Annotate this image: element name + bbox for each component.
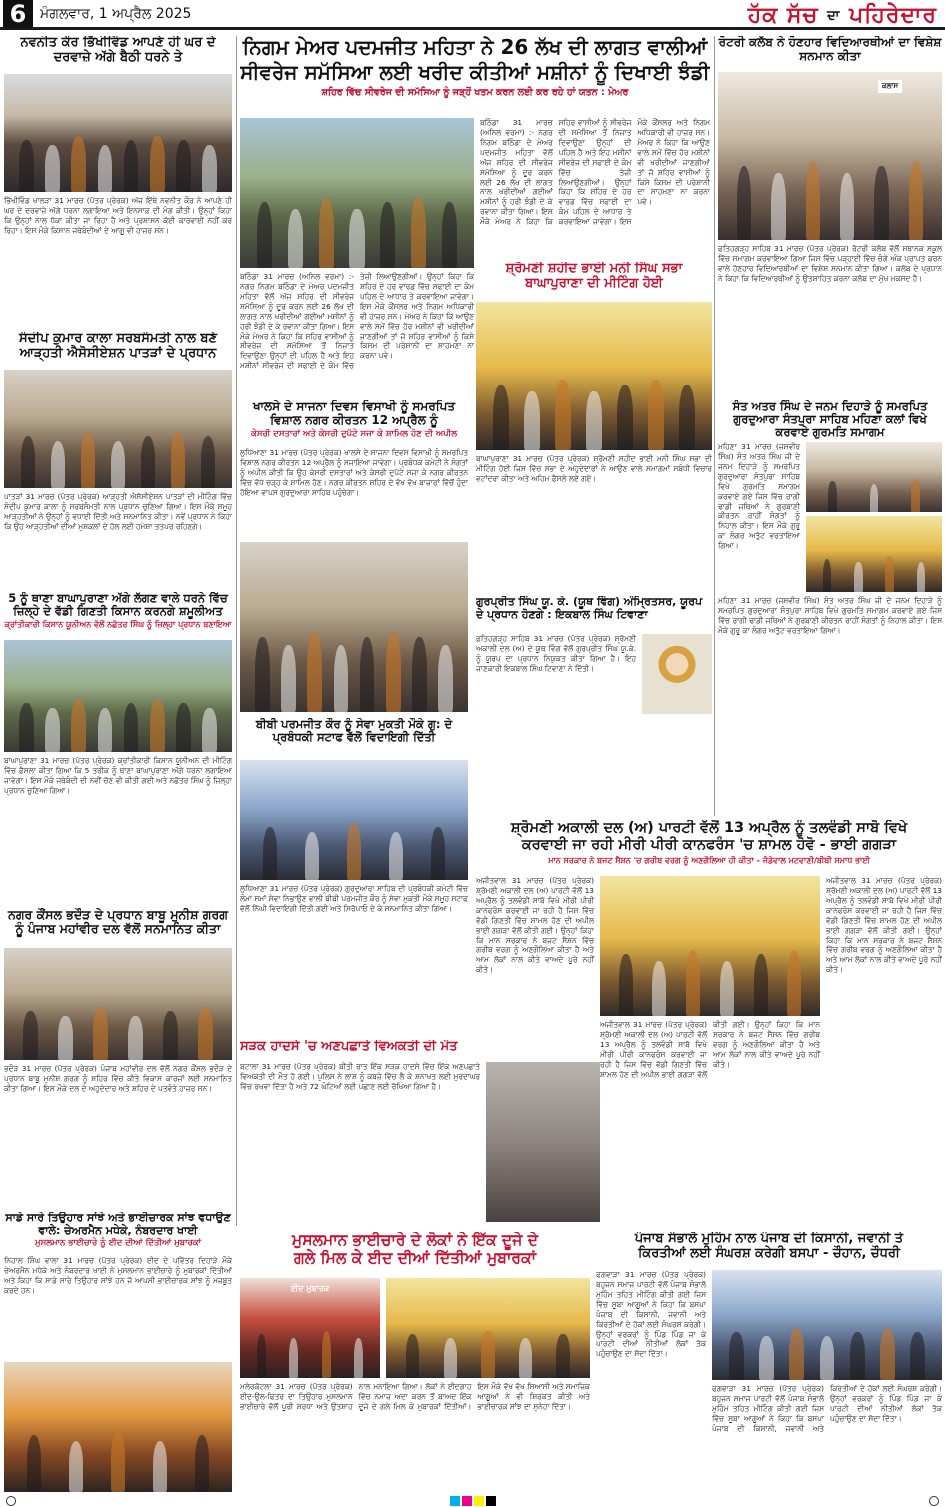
story-bsp [596, 1232, 942, 1494]
photo-sant-atar-2 [806, 516, 942, 592]
paper-name [748, 2, 937, 28]
story-dharna [4, 36, 232, 366]
story-body: ਫ਼ਤਿਹਗੜ੍ਹ ਸਾਹਿਬ 31 ਮਾਰਚ (ਪੱਤਰ ਪ੍ਰੇਰਕ) ਸ਼੍ਰੋਮਣੀ ਅਕਾਲੀ ਦਲ (ਅ) ਦੇ ਯੂਥ ਵਿੰਗ ਵੱਲੋਂ ਗੁਰਪ੍ਰੀਤ ਸਿੰਘ ਯੂ.ਕੇ. ਨੂੰ ਯੂਰਪ ਦਾ ਪ੍ਰਧਾਨ ਨਿਯੁਕਤ ਕੀਤਾ ਗਿਆ ਹੈ। ਇਹ ਜਾਣਕਾਰੀ ਇਕਬਾਲ ਸਿੰਘ ਟਿਵਾਣਾ ਨੇ ਦਿੱਤੀ। [476, 634, 636, 673]
photo-khalsa [240, 542, 468, 712]
column-rule [714, 36, 715, 816]
headline: ਨਗਰ ਕੌਂਸਲ ਭਦੌੜ ਦੇ ਪ੍ਰਧਾਨ ਬਾਬੂ ਮੁਨੀਸ਼ ਗਰਗ ਨੂੰ ਪੰਜਾਬ ਮਹਾਂਵੀਰ ਦਲ ਵੱਲੋਂ ਸਨਮਾਨਿਤ ਕੀਤਾ [8, 908, 228, 937]
photo-eid-banner [240, 1278, 380, 1378]
story-body: ਭਦੌੜ 31 ਮਾਰਚ (ਪੱਤਰ ਪ੍ਰੇਰਕ) ਪੰਜਾਬ ਮਹਾਂਵੀਰ ਦਲ ਵੱਲੋਂ ਨਗਰ ਕੌਂਸਲ ਭਦੌੜ ਦੇ ਪ੍ਰਧਾਨ ਬਾਬੂ ਮੁਨੀਸ਼ ਗਰਗ ਨੂੰ ਸ਼ਹਿਰ ਵਿੱਚ ਕੀਤੇ ਵਿਕਾਸ ਕਾਰਜਾਂ ਲਈ ਸਨਮਾਨਿਤ ਕੀਤਾ ਗਿਆ। ਇਸ ਮੌਕੇ ਦਲ ਦੇ ਅਹੁਦੇਦਾਰ ਅਤੇ ਸ਼ਹਿਰ ਦੇ ਪਤਵੰਤੇ ਹਾਜ਼ਰ ਸਨ। [4, 1064, 232, 1093]
story-parmjit [240, 718, 468, 1018]
page-number: 6 [3, 0, 33, 28]
headline-line-1: ਮੁਸਲਮਾਨ ਭਾਈਚਾਰੇ ਦੇ ਲੋਕਾਂ ਨੇ ਇੱਕ ਦੂਜੇ ਦੇ [292, 1232, 538, 1249]
story-muslim [240, 1232, 590, 1496]
story-body-side: ਅਜੀਤਵਾਲ 31 ਮਾਰਚ (ਪੱਤਰ ਪ੍ਰੇਰਕ) ਸ਼੍ਰੋਮਣੀ ਅਕਾਲੀ ਦਲ (ਅ) ਪਾਰਟੀ ਵੱਲੋਂ 13 ਅਪ੍ਰੈਲ ਨੂੰ ਤਲਵੰਡੀ ਸਾਬੋ ਵਿਖੇ ਮੀਰੀ ਪੀਰੀ ਕਾਨਫਰੰਸ ਕਰਵਾਈ ਜਾ ਰਹੀ ਹੈ ਜਿਸ ਵਿੱਚ ਵੱਡੀ ਗਿਣਤੀ ਵਿੱਚ ਸ਼ਾਮਲ ਹੋਣ ਦੀ ਅਪੀਲ ਭਾਈ ਗਗੜਾ ਵੱਲੋਂ ਕੀਤੀ ਗਈ। ਉਨ੍ਹਾਂ ਕਿਹਾ ਕਿ ਮਾਨ ਸਰਕਾਰ ਨੇ ਬਜਟ ਸੈਸ਼ਨ ਵਿੱਚ ਗਰੀਬ ਵਰਗ ਨੂੰ ਅਣਗੌਲਿਆ ਕੀਤਾ ਹੈ ਅਤੇ ਆਮ ਲੋਕਾਂ ਨਾਲ ਕੀਤੇ ਵਾਅਦੇ ਪੂਰੇ ਨਹੀਂ ਕੀਤੇ। [826, 876, 942, 975]
headline-line-2: ਗਲੇ ਮਿਲ ਕੇ ਈਦ ਦੀਆਂ ਦਿੱਤੀਆਂ ਮੁਬਾਰਕਾਂ [294, 1248, 536, 1267]
headline: ਨਵਨੀਤ ਕੌਰ ਭਿੱਖੀਵਿੰਡ ਆਪਣੇ ਹੀ ਘਰ ਦੇ ਦਰਵਾਜ਼ੇ ਅੱਗੇ ਬੈਠੀ ਧਰਨੇ ਤੇ [20, 36, 216, 65]
story-body: ਬਠਿੰਡਾ 31 ਮਾਰਚ (ਅਨਿਲ ਵਰਮਾ) :- ਨਗਰ ਨਿਗਮ ਬਠਿੰਡਾ ਦੇ ਮੇਅਰ ਪਦਮਜੀਤ ਮਹਿਤਾ ਵੱਲੋਂ ਅੱਜ ਸ਼ਹਿਰ ਦੀ ਸੀਵਰੇਜ ਸਮੱਸਿਆ ਨੂੰ ਦੂਰ ਕਰਨ ਲਈ 26 ਲੱਖ ਦੀ ਲਾਗਤ ਨਾਲ ਖਰੀਦੀਆਂ ਗਈਆਂ ਮਸ਼ੀਨਾਂ ਨੂੰ ਹਰੀ ਝੰਡੀ ਦੇ ਕੇ ਰਵਾਨਾ ਕੀਤਾ ਗਿਆ। ਇਸ ਮੌਕੇ ਮੇਅਰ ਨੇ ਕਿਹਾ ਕਿ ਸ਼ਹਿਰ ਵਾਸੀਆਂ ਨੂੰ ਸੀਵਰੇਜ ਦੀ ਸਮੱਸਿਆ ਤੋਂ ਨਿਜਾਤ ਦਿਵਾਉਣਾ ਉਨ੍ਹਾਂ ਦੀ ਪਹਿਲ ਹੈ ਅਤੇ ਇਹ ਮਸ਼ੀਨਾਂ ਸੀਵਰੇਜ ਦੀ ਸਫਾਈ ਦੇ ਕੰਮ ਵਿੱਚ ਤੇਜ਼ੀ ਲਿਆਉਣਗੀਆਂ। ਉਨ੍ਹਾਂ ਕਿਹਾ ਕਿ ਸ਼ਹਿਰ ਦੇ ਹਰ ਵਾਰਡ ਵਿੱਚ ਸਫਾਈ ਦਾ ਕੰਮ ਪਹਿਲ ਦੇ ਆਧਾਰ ਤੇ ਕਰਵਾਇਆ ਜਾਵੇਗਾ। ਇਸ ਮੌਕੇ ਕੌਂਸਲਰ ਅਤੇ ਨਿਗਮ ਅਧਿਕਾਰੀ ਵੀ ਹਾਜ਼ਰ ਸਨ। ਮੇਅਰ ਨੇ ਕਿਹਾ ਕਿ ਆਉਣ ਵਾਲੇ ਸਮੇਂ ਵਿੱਚ ਹੋਰ ਮਸ਼ੀਨਾਂ ਵੀ ਖਰੀਦੀਆਂ ਜਾਣਗੀਆਂ ਤਾਂ ਜੋ ਸ਼ਹਿਰ ਵਾਸੀਆਂ ਨੂੰ ਕਿਸੇ ਕਿਸਮ ਦੀ ਪਰੇਸ਼ਾਨੀ ਦਾ ਸਾਹਮਣਾ ਨਾ ਕਰਨਾ ਪਵੇ। [480, 118, 710, 227]
story-gurpreet [476, 596, 712, 816]
story-sant-atar [718, 400, 942, 816]
subhead: ਮਾਨ ਸਰਕਾਰ ਨੇ ਬਜਟ ਸੈਸ਼ਨ 'ਚ ਗਰੀਬ ਵਰਗ ਨੂੰ ਅਣਗੌਲਿਆ ਹੀ ਕੀਤਾ - ਜੰਡੇਵਾਲ ਮਟਵਾਣੀ/ਬੀਬੀ ਸਮਾਧ ਭਾਈ [548, 856, 870, 866]
banner-text: ਈਦ ਮੁਬਾਰਕ [290, 1284, 330, 1293]
story-body: ਅਜੀਤਵਾਲ 31 ਮਾਰਚ (ਪੱਤਰ ਪ੍ਰੇਰਕ) ਸ਼੍ਰੋਮਣੀ ਅਕਾਲੀ ਦਲ (ਅ) ਪਾਰਟੀ ਵੱਲੋਂ 13 ਅਪ੍ਰੈਲ ਨੂੰ ਤਲਵੰਡੀ ਸਾਬੋ ਵਿਖੇ ਮੀਰੀ ਪੀਰੀ ਕਾਨਫਰੰਸ ਕਰਵਾਈ ਜਾ ਰਹੀ ਹੈ ਜਿਸ ਵਿੱਚ ਵੱਡੀ ਗਿਣਤੀ ਵਿੱਚ ਸ਼ਾਮਲ ਹੋਣ ਦੀ ਅਪੀਲ ਭਾਈ ਗਗੜਾ ਵੱਲੋਂ ਕੀਤੀ ਗਈ। ਉਨ੍ਹਾਂ ਕਿਹਾ ਕਿ ਮਾਨ ਸਰਕਾਰ ਨੇ ਬਜਟ ਸੈਸ਼ਨ ਵਿੱਚ ਗਰੀਬ ਵਰਗ ਨੂੰ ਅਣਗੌਲਿਆ ਕੀਤਾ ਹੈ ਅਤੇ ਆਮ ਲੋਕਾਂ ਨਾਲ ਕੀਤੇ ਵਾਅਦੇ ਪੂਰੇ ਨਹੀਂ ਕੀਤੇ। [476, 876, 594, 975]
story-body-continued: ਫਗਵਾੜਾ 31 ਮਾਰਚ (ਪੱਤਰ ਪ੍ਰੇਰਕ) ਬਹੁਜਨ ਸਮਾਜ ਪਾਰਟੀ ਵੱਲੋਂ ਪੰਜਾਬ ਸੰਭਾਲੋ ਮੁਹਿੰਮ ਤਹਿਤ ਮੀਟਿੰਗ ਕੀਤੀ ਗਈ ਜਿਸ ਵਿੱਚ ਸੂਬਾ ਆਗੂਆਂ ਨੇ ਕਿਹਾ ਕਿ ਬਸਪਾ ਪੰਜਾਬ ਦੀ ਕਿਸਾਨੀ, ਜਵਾਨੀ ਅਤੇ ਕਿਰਤੀਆਂ ਦੇ ਹੱਕਾਂ ਲਈ ਸੰਘਰਸ਼ ਕਰੇਗੀ। ਉਨ੍ਹਾਂ ਵਰਕਰਾਂ ਨੂੰ ਪਿੰਡ ਪਿੰਡ ਜਾ ਕੇ ਪਾਰਟੀ ਦੀਆਂ ਨੀਤੀਆਂ ਲੋਕਾਂ ਤੱਕ ਪਹੁੰਚਾਉਣ ਦਾ ਸੱਦਾ ਦਿੱਤਾ। [712, 1384, 942, 1433]
headline-line-1: ਪੰਜਾਬ ਸੰਭਾਲੋ ਮੁਹਿੰਮ ਨਾਲ ਪੰਜਾਬ ਦੀ ਕਿਸਾਨੀ, ਜਵਾਨੀ ਤੇ [634, 1232, 904, 1246]
registration-mark-left-icon [6, 1496, 16, 1506]
headline: ਸ਼੍ਰੋਮਣੀ ਸ਼ਹੀਦ ਭਾਈ ਮਨੀ ਸਿੰਘ ਸਭਾ ਬਾਘਾਪੁਰਾਣਾ ਦੀ ਮੀਟਿੰਗ ਹੋਈ [505, 262, 683, 291]
story-body: ਫਤਿਹਗੜ੍ਹ ਸਾਹਿਬ 31 ਮਾਰਚ (ਪੱਤਰ ਪ੍ਰੇਰਕ) ਰੋਟਰੀ ਕਲੱਬ ਵੱਲੋਂ ਸਥਾਨਕ ਸਕੂਲ ਵਿੱਚ ਸਮਾਗਮ ਕਰਵਾਇਆ ਗਿਆ ਜਿਸ ਵਿੱਚ ਪੜ੍ਹਾਈ ਵਿੱਚ ਚੰਗੇ ਅੰਕ ਪ੍ਰਾਪਤ ਕਰਨ ਵਾਲੇ ਹੋਣਹਾਰ ਵਿਦਿਆਰਥੀਆਂ ਦਾ ਵਿਸ਼ੇਸ਼ ਸਨਮਾਨ ਕੀਤਾ ਗਿਆ। ਕਲੱਬ ਦੇ ਪ੍ਰਧਾਨ ਨੇ ਕਿਹਾ ਕਿ ਵਿਦਿਆਰਥੀਆਂ ਨੂੰ ਉਤਸ਼ਾਹਿਤ ਕਰਨਾ ਕਲੱਬ ਦਾ ਮੁੱਖ ਮਕਸਦ ਹੈ। [718, 244, 942, 283]
headline: ਸਾਡੇ ਸਾਰੇ ਤਿਉਹਾਰ ਸਾਂਝੇ ਅਤੇ ਭਾਈਚਾਰਕ ਸਾਂਝ ਵਧਾਉਣ ਵਾਲੇ: ਚੇਅਰਮੈਨ ਮਧੇਕੇ, ਨੰਬਰਦਾਰ ਖਾਈ [5, 1212, 231, 1237]
story-farmers [4, 592, 232, 902]
story-body: ਲੁਧਿਆਣਾ 31 ਮਾਰਚ (ਪੱਤਰ ਪ੍ਰੇਰਕ) ਖਾਲਸੇ ਦੇ ਸਾਜਨਾ ਦਿਵਸ ਵਿਸਾਖੀ ਨੂੰ ਸਮਰਪਿਤ ਵਿਸ਼ਾਲ ਨਗਰ ਕੀਰਤਨ 12 ਅਪ੍ਰੈਲ ਨੂੰ ਸਜਾਇਆ ਜਾਵੇਗਾ। ਪ੍ਰਬੰਧਕ ਕਮੇਟੀ ਨੇ ਸੰਗਤਾਂ ਨੂੰ ਅਪੀਲ ਕੀਤੀ ਕਿ ਉਹ ਕੇਸਰੀ ਦਸਤਾਰਾਂ ਅਤੇ ਕੇਸਰੀ ਦੁਪੱਟੇ ਸਜਾ ਕੇ ਨਗਰ ਕੀਰਤਨ ਵਿੱਚ ਵੱਧ ਚੜ੍ਹ ਕੇ ਸ਼ਾਮਿਲ ਹੋਣ। ਨਗਰ ਕੀਰਤਨ ਸ਼ਹਿਰ ਦੇ ਵੱਖ ਵੱਖ ਬਾਜ਼ਾਰਾਂ ਵਿੱਚੋਂ ਹੁੰਦਾ ਹੋਇਆ ਵਾਪਸ ਗੁਰਦੁਆਰਾ ਸਾਹਿਬ ਪਹੁੰਚੇਗਾ। [240, 448, 468, 497]
headline: 5 ਨੂੰ ਥਾਣਾ ਬਾਘਾਪੁਰਾਣਾ ਅੱਗੇ ਲੱਗਣ ਵਾਲੇ ਧਰਨੇ ਵਿੱਚ ਜ਼ਿਲ੍ਹੇ ਦੇ ਵੱਡੀ ਗਿਣਤੀ ਕਿਸਾਨ ਕਰਨਗੇ ਸ਼ਮੂਲੀਅਤ [8, 592, 228, 619]
headline: ਖਾਲਸੇ ਦੇ ਸਾਜਨਾ ਦਿਵਸ ਵਿਸਾਖੀ ਨੂੰ ਸਮਰਪਿਤ ਵਿਸ਼ਾਲ ਨਗਰ ਕੀਰਤਨ 12 ਅਪ੍ਰੈਲ ਨੂੰ [252, 400, 456, 427]
story-khalsa [240, 400, 468, 720]
headline: ਸੜਕ ਹਾਦਸੇ 'ਚ ਅਣਪਛਾਤੇ ਵਿਅਕਤੀ ਦੀ ਮੌਤ [240, 1040, 458, 1054]
story-body: ਬਾਘਾਪੁਰਾਣਾ 31 ਮਾਰਚ (ਪੱਤਰ ਪ੍ਰੇਰਕ) ਸ਼੍ਰੋਮਣੀ ਸ਼ਹੀਦ ਭਾਈ ਮਨੀ ਸਿੰਘ ਸਭਾ ਦੀ ਮੀਟਿੰਗ ਹੋਈ ਜਿਸ ਵਿੱਚ ਸਭਾ ਦੇ ਅਹੁਦੇਦਾਰਾਂ ਨੇ ਆਉਣ ਵਾਲੇ ਸਮਾਗਮਾਂ ਸਬੰਧੀ ਵਿਚਾਰ ਵਟਾਂਦਰਾ ਕੀਤਾ ਅਤੇ ਅਹਿਮ ਫ਼ੈਸਲੇ ਲਏ ਗਏ। [476, 454, 712, 483]
story-body: ਬਾਘਾਪੁਰਾਣਾ 31 ਮਾਰਚ (ਪੱਤਰ ਪ੍ਰੇਰਕ) ਕ੍ਰਾਂਤੀਕਾਰੀ ਕਿਸਾਨ ਯੂਨੀਅਨ ਦੀ ਮੀਟਿੰਗ ਵਿੱਚ ਫ਼ੈਸਲਾ ਕੀਤਾ ਗਿਆ ਕਿ 5 ਤਰੀਕ ਨੂੰ ਥਾਣਾ ਬਾਘਾਪੁਰਾਣਾ ਅੱਗੇ ਧਰਨਾ ਲਗਾਇਆ ਜਾਵੇਗਾ। ਇਸ ਮੌਕੇ ਜਥੇਬੰਦੀ ਦੀ ਨਵੀਂ ਚੋਣ ਵੀ ਕੀਤੀ ਗਈ ਅਤੇ ਨਛੱਤਰ ਸਿੰਘ ਨੂੰ ਜ਼ਿਲ੍ਹਾ ਪ੍ਰਧਾਨ ਚੁਣਿਆ ਗਿਆ। [4, 756, 232, 795]
dateline: ਮੰਗਲਵਾਰ, 1 ਅਪ੍ਰੈਲ 2025 [40, 6, 192, 22]
headline-line-2: ਕਿਰਤੀਆਂ ਲਈ ਸੰਘਰਸ਼ ਕਰੇਗੀ ਬਸਪਾ - ਚੌਹਾਨ, ਚੌਧਰੀ [638, 1245, 900, 1261]
headline: ਬੀਬੀ ਪਰਮਜੀਤ ਕੌਰ ਨੂੰ ਸੇਵਾ ਮੁਕਤੀ ਮੌਕੇ ਗੁ: ਦੇ ਪ੍ਰਬੰਧਕੀ ਸਟਾਫ ਵੱਲੋਂ ਵਿਦਾਇਗੀ ਦਿੱਤੀ [255, 718, 453, 745]
headline: ਰੋਟਰੀ ਕਲੱਬ ਨੇ ਹੋਣਹਾਰ ਵਿਦਿਆਰਥੀਆਂ ਦਾ ਵਿਸ਼ੇਸ਼ ਸਨਮਾਨ ਕੀਤਾ [718, 36, 942, 63]
headline-line-2: ਸੀਵਰੇਜ ਸਮੱਸਿਆ ਲਈ ਖਰੀਦ ਕੀਤੀਆਂ ਮਸ਼ੀਨਾਂ ਨੂੰ ਦਿਖਾਈ ਝੰਡੀ [240, 60, 710, 84]
photo-sandeep [4, 370, 232, 488]
magenta-swatch [462, 1496, 472, 1506]
headline-line-1: ਨਿਗਮ ਮੇਅਰ ਪਦਮਜੀਤ ਮਹਿਤਾ ਨੇ 26 ਲੱਖ ਦੀ ਲਾਗਤ ਵਾਲੀਆਂ [242, 36, 708, 59]
subhead: ਮੁਸਲਮਾਨ ਭਾਈਚਾਰੇ ਨੂੰ ਈਦ ਦੀਆਂ ਦਿੱਤੀਆਂ ਮੁਬਾਰਕਾਂ [35, 1238, 201, 1249]
story-shiromani-sabha [476, 262, 712, 592]
story-body: ਮਹਿਣਾ 31 ਮਾਰਚ (ਜਸਵੀਰ ਸਿੰਘ) ਸੰਤ ਅਤਰ ਸਿੰਘ ਜੀ ਦੇ ਜਨਮ ਦਿਹਾੜੇ ਨੂੰ ਸਮਰਪਿਤ ਗੁਰਦੁਆਰਾ ਸੰਤਪੁਰਾ ਸਾਹਿਬ ਵਿਖੇ ਗੁਰਮਤਿ ਸਮਾਗਮ ਕਰਵਾਏ ਗਏ ਜਿਸ ਵਿੱਚ ਰਾਗੀ ਢਾਡੀ ਜਥਿਆਂ ਨੇ ਗੁਰਬਾਣੀ ਕੀਰਤਨ ਰਾਹੀਂ ਸੰਗਤਾਂ ਨੂੰ ਨਿਹਾਲ ਕੀਤਾ। ਇਸ ਮੌਕੇ ਗੁਰੂ ਕਾ ਲੰਗਰ ਅਤੁੱਟ ਵਰਤਾਇਆ ਗਿਆ। [718, 442, 800, 551]
photo-rotary [718, 72, 942, 240]
column-rule [236, 36, 237, 1226]
photo-farmers [4, 640, 232, 752]
headline: ਸੰਤ ਅਤਰ ਸਿੰਘ ਦੇ ਜਨਮ ਦਿਹਾੜੇ ਨੂੰ ਸਮਰਪਿਤ ਗੁਰਦੁਆਰਾ ਸੰਤਪੁਰਾ ਸਾਹਿਬ ਮਹਿਣਾ ਕਲਾਂ ਵਿਖੇ ਕਰਵਾਏ ਗੁਰਮਤਿ ਸਮਾਗਮ [732, 400, 928, 440]
story-body: ਨਿਹਾਲ ਸਿੰਘ ਵਾਲਾ 31 ਮਾਰਚ (ਪੱਤਰ ਪ੍ਰੇਰਕ) ਈਦ ਦੇ ਪਵਿੱਤਰ ਦਿਹਾੜੇ ਮੌਕੇ ਚੇਅਰਮੈਨ ਮਧੇਕੇ ਅਤੇ ਨੰਬਰਦਾਰ ਖਾਈ ਨੇ ਮੁਸਲਮਾਨ ਭਾਈਚਾਰੇ ਨੂੰ ਮੁਬਾਰਕਾਂ ਦਿੱਤੀਆਂ ਅਤੇ ਕਿਹਾ ਕਿ ਸਾਡੇ ਸਾਰੇ ਤਿਉਹਾਰ ਸਾਂਝੇ ਹਨ ਜੋ ਆਪਸੀ ਭਾਈਚਾਰਕ ਸਾਂਝ ਨੂੰ ਮਜ਼ਬੂਤ ਕਰਦੇ ਹਨ। [4, 1256, 232, 1295]
masthead [0, 0, 945, 30]
story-body: ਮਲੇਰਕੋਟਲਾ 31 ਮਾਰਚ (ਪੱਤਰ ਪ੍ਰੇਰਕ) ਈਦ-ਉਲ-ਫਿਤਰ ਦਾ ਤਿਉਹਾਰ ਮੁਸਲਮਾਨ ਭਾਈਚਾਰੇ ਵੱਲੋਂ ਪੂਰੀ ਸ਼ਰਧਾ ਅਤੇ ਉਤਸ਼ਾਹ ਨਾਲ ਮਨਾਇਆ ਗਿਆ। ਲੋਕਾਂ ਨੇ ਈਦਗਾਹ ਵਿੱਚ ਨਮਾਜ਼ ਅਦਾ ਕਰਨ ਤੋਂ ਬਾਅਦ ਇੱਕ ਦੂਜੇ ਦੇ ਗਲੇ ਮਿਲ ਕੇ ਮੁਬਾਰਕਾਂ ਦਿੱਤੀਆਂ। ਇਸ ਮੌਕੇ ਵੱਖ ਵੱਖ ਸਿਆਸੀ ਅਤੇ ਸਮਾਜਿਕ ਆਗੂਆਂ ਨੇ ਵੀ ਸ਼ਿਰਕਤ ਕੀਤੀ ਅਤੇ ਭਾਈਚਾਰਕ ਸਾਂਝ ਦਾ ਸੁਨੇਹਾ ਦਿੱਤਾ। [240, 1382, 590, 1411]
photo-eid-greeting [386, 1278, 590, 1378]
story-body-continued: ਅਜੀਤਵਾਲ 31 ਮਾਰਚ (ਪੱਤਰ ਪ੍ਰੇਰਕ) ਸ਼੍ਰੋਮਣੀ ਅਕਾਲੀ ਦਲ (ਅ) ਪਾਰਟੀ ਵੱਲੋਂ 13 ਅਪ੍ਰੈਲ ਨੂੰ ਤਲਵੰਡੀ ਸਾਬੋ ਵਿਖੇ ਮੀਰੀ ਪੀਰੀ ਕਾਨਫਰੰਸ ਕਰਵਾਈ ਜਾ ਰਹੀ ਹੈ ਜਿਸ ਵਿੱਚ ਵੱਡੀ ਗਿਣਤੀ ਵਿੱਚ ਸ਼ਾਮਲ ਹੋਣ ਦੀ ਅਪੀਲ ਭਾਈ ਗਗੜਾ ਵੱਲੋਂ ਕੀਤੀ ਗਈ। ਉਨ੍ਹਾਂ ਕਿਹਾ ਕਿ ਮਾਨ ਸਰਕਾਰ ਨੇ ਬਜਟ ਸੈਸ਼ਨ ਵਿੱਚ ਗਰੀਬ ਵਰਗ ਨੂੰ ਅਣਗੌਲਿਆ ਕੀਤਾ ਹੈ ਅਤੇ ਆਮ ਲੋਕਾਂ ਨਾਲ ਕੀਤੇ ਵਾਅਦੇ ਪੂਰੇ ਨਹੀਂ ਕੀਤੇ। [600, 1020, 820, 1079]
photo-parmjit [240, 760, 468, 880]
headline-line-2: ਕਰਵਾਈ ਜਾ ਰਹੀ ਮੀਰੀ ਪੀਰੀ ਕਾਨਫਰੰਸ 'ਚ ਸ਼ਾਮਲ ਹੋਵੋ - ਭਾਈ ਗਗੜਾ [521, 836, 897, 853]
photo-lead [240, 118, 474, 268]
photo-sabha [476, 302, 712, 450]
story-body-continued: ਮਹਿਣਾ 31 ਮਾਰਚ (ਜਸਵੀਰ ਸਿੰਘ) ਸੰਤ ਅਤਰ ਸਿੰਘ ਜੀ ਦੇ ਜਨਮ ਦਿਹਾੜੇ ਨੂੰ ਸਮਰਪਿਤ ਗੁਰਦੁਆਰਾ ਸੰਤਪੁਰਾ ਸਾਹਿਬ ਵਿਖੇ ਗੁਰਮਤਿ ਸਮਾਗਮ ਕਰਵਾਏ ਗਏ ਜਿਸ ਵਿੱਚ ਰਾਗੀ ਢਾਡੀ ਜਥਿਆਂ ਨੇ ਗੁਰਬਾਣੀ ਕੀਰਤਨ ਰਾਹੀਂ ਸੰਗਤਾਂ ਨੂੰ ਨਿਹਾਲ ਕੀਤਾ। ਇਸ ਮੌਕੇ ਗੁਰੂ ਕਾ ਲੰਗਰ ਅਤੁੱਟ ਵਰਤਾਇਆ ਗਿਆ। [718, 596, 942, 635]
headline: ਸੰਦੀਪ ਕੁਮਾਰ ਕਾਲਾ ਸਰਬਸੰਮਤੀ ਨਾਲ ਬਣੇ ਆੜ੍ਹਤੀ ਐਸੋਸੀਏਸ਼ਨ ਪਾਤੜਾਂ ਦੇ ਪ੍ਰਧਾਨ [19, 332, 217, 361]
photo-festival [4, 1362, 232, 1492]
registration-mark-right-icon [929, 1496, 939, 1506]
photo-sant-atar-1 [806, 442, 942, 512]
story-body: ਭਿੱਖੀਵਿੰਡ ਖਾਲੜਾ 31 ਮਾਰਚ (ਪੱਤਰ ਪ੍ਰੇਰਕ) ਅੱਜ ਇੱਥੇ ਨਵਨੀਤ ਕੌਰ ਨੇ ਆਪਣੇ ਹੀ ਘਰ ਦੇ ਦਰਵਾਜ਼ੇ ਅੱਗੇ ਧਰਨਾ ਲਗਾਇਆ ਅਤੇ ਇਨਸਾਫ਼ ਦੀ ਮੰਗ ਕੀਤੀ। ਉਨ੍ਹਾਂ ਕਿਹਾ ਕਿ ਉਨ੍ਹਾਂ ਨਾਲ ਧੱਕਾ ਕੀਤਾ ਜਾ ਰਿਹਾ ਹੈ ਅਤੇ ਪ੍ਰਸ਼ਾਸਨ ਕੋਈ ਕਾਰਵਾਈ ਨਹੀਂ ਕਰ ਰਿਹਾ। ਇਸ ਮੌਕੇ ਕਿਸਾਨ ਜਥੇਬੰਦੀਆਂ ਦੇ ਆਗੂ ਵੀ ਹਾਜ਼ਰ ਸਨ। [4, 196, 232, 235]
photo-gurpreet [642, 634, 712, 714]
cmyk-swatches [450, 1496, 496, 1506]
black-swatch [486, 1496, 496, 1506]
print-registration-strip [0, 1495, 945, 1507]
story-body-continued: ਬਠਿੰਡਾ 31 ਮਾਰਚ (ਅਨਿਲ ਵਰਮਾ) :- ਨਗਰ ਨਿਗਮ ਬਠਿੰਡਾ ਦੇ ਮੇਅਰ ਪਦਮਜੀਤ ਮਹਿਤਾ ਵੱਲੋਂ ਅੱਜ ਸ਼ਹਿਰ ਦੀ ਸੀਵਰੇਜ ਸਮੱਸਿਆ ਨੂੰ ਦੂਰ ਕਰਨ ਲਈ 26 ਲੱਖ ਦੀ ਲਾਗਤ ਨਾਲ ਖਰੀਦੀਆਂ ਗਈਆਂ ਮਸ਼ੀਨਾਂ ਨੂੰ ਹਰੀ ਝੰਡੀ ਦੇ ਕੇ ਰਵਾਨਾ ਕੀਤਾ ਗਿਆ। ਇਸ ਮੌਕੇ ਮੇਅਰ ਨੇ ਕਿਹਾ ਕਿ ਸ਼ਹਿਰ ਵਾਸੀਆਂ ਨੂੰ ਸੀਵਰੇਜ ਦੀ ਸਮੱਸਿਆ ਤੋਂ ਨਿਜਾਤ ਦਿਵਾਉਣਾ ਉਨ੍ਹਾਂ ਦੀ ਪਹਿਲ ਹੈ ਅਤੇ ਇਹ ਮਸ਼ੀਨਾਂ ਸੀਵਰੇਜ ਦੀ ਸਫਾਈ ਦੇ ਕੰਮ ਵਿੱਚ ਤੇਜ਼ੀ ਲਿਆਉਣਗੀਆਂ। ਉਨ੍ਹਾਂ ਕਿਹਾ ਕਿ ਸ਼ਹਿਰ ਦੇ ਹਰ ਵਾਰਡ ਵਿੱਚ ਸਫਾਈ ਦਾ ਕੰਮ ਪਹਿਲ ਦੇ ਆਧਾਰ ਤੇ ਕਰਵਾਇਆ ਜਾਵੇਗਾ। ਇਸ ਮੌਕੇ ਕੌਂਸਲਰ ਅਤੇ ਨਿਗਮ ਅਧਿਕਾਰੀ ਵੀ ਹਾਜ਼ਰ ਸਨ। ਮੇਅਰ ਨੇ ਕਿਹਾ ਕਿ ਆਉਣ ਵਾਲੇ ਸਮੇਂ ਵਿੱਚ ਹੋਰ ਮਸ਼ੀਨਾਂ ਵੀ ਖਰੀਦੀਆਂ ਜਾਣਗੀਆਂ ਤਾਂ ਜੋ ਸ਼ਹਿਰ ਵਾਸੀਆਂ ਨੂੰ ਕਿਸੇ ਕਿਸਮ ਦੀ ਪਰੇਸ਼ਾਨੀ ਦਾ ਸਾਹਮਣਾ ਨਾ ਕਰਨਾ ਪਵੇ। [240, 272, 474, 371]
story-munish [4, 908, 232, 1208]
yellow-swatch [474, 1496, 484, 1506]
story-sad-a [476, 820, 942, 1230]
subhead: ਕ੍ਰਾਂਤੀਕਾਰੀ ਕਿਸਾਨ ਯੂਨੀਅਨ ਵੱਲੋਂ ਨਛੱਤਰ ਸਿੰਘ ਨੂੰ ਜ਼ਿਲ੍ਹਾ ਪ੍ਰਧਾਨ ਬਣਾਇਆ [4, 620, 232, 630]
cyan-swatch [450, 1496, 460, 1506]
subhead: ਕੇਸਰੀ ਦਸਤਾਰਾਂ ਅਤੇ ਕੇਸਰੀ ਦੁਪੱਟੇ ਸਜਾ ਕੇ ਸ਼ਾਮਿਲ ਹੋਣ ਦੀ ਅਪੀਲ [251, 428, 457, 439]
story-festival [4, 1212, 232, 1495]
photo-dharna [4, 74, 232, 192]
story-body: ਬਟਾਲਾ 31 ਮਾਰਚ (ਪੱਤਰ ਪ੍ਰੇਰਕ) ਬੀਤੀ ਰਾਤ ਇੱਕ ਸੜਕ ਹਾਦਸੇ ਵਿੱਚ ਇੱਕ ਅਣਪਛਾਤੇ ਵਿਅਕਤੀ ਦੀ ਮੌਤ ਹੋ ਗਈ। ਪੁਲਿਸ ਨੇ ਲਾਸ਼ ਨੂੰ ਕਬਜ਼ੇ ਵਿੱਚ ਲੈ ਕੇ ਸ਼ਨਾਖਤ ਲਈ ਮੁਰਦਾਘਰ ਵਿੱਚ ਰਖਵਾ ਦਿੱਤਾ ਹੈ ਅਤੇ 72 ਘੰਟਿਆਂ ਲਈ ਪਛਾਣ ਲਈ ਰੱਖਿਆ ਗਿਆ ਹੈ। [240, 1062, 480, 1091]
classroom-sign: ਕਲਾਸ [878, 80, 902, 93]
paper-name-a: ਹੱਕ ਸੱਚ [747, 2, 819, 28]
story-body: ਫਗਵਾੜਾ 31 ਮਾਰਚ (ਪੱਤਰ ਪ੍ਰੇਰਕ) ਬਹੁਜਨ ਸਮਾਜ ਪਾਰਟੀ ਵੱਲੋਂ ਪੰਜਾਬ ਸੰਭਾਲੋ ਮੁਹਿੰਮ ਤਹਿਤ ਮੀਟਿੰਗ ਕੀਤੀ ਗਈ ਜਿਸ ਵਿੱਚ ਸੂਬਾ ਆਗੂਆਂ ਨੇ ਕਿਹਾ ਕਿ ਬਸਪਾ ਪੰਜਾਬ ਦੀ ਕਿਸਾਨੀ, ਜਵਾਨੀ ਅਤੇ ਕਿਰਤੀਆਂ ਦੇ ਹੱਕਾਂ ਲਈ ਸੰਘਰਸ਼ ਕਰੇਗੀ। ਉਨ੍ਹਾਂ ਵਰਕਰਾਂ ਨੂੰ ਪਿੰਡ ਪਿੰਡ ਜਾ ਕੇ ਪਾਰਟੀ ਦੀਆਂ ਨੀਤੀਆਂ ਲੋਕਾਂ ਤੱਕ ਪਹੁੰਚਾਉਣ ਦਾ ਸੱਦਾ ਦਿੱਤਾ। [596, 1270, 706, 1359]
headline: ਗੁਰਪ੍ਰੀਤ ਸਿੰਘ ਯੂ. ਕੇ. (ਯੂਥ ਵਿੰਗ) ਅੰਮ੍ਰਿਤਸਰ, ਯੂਰਪ ਦੇ ਪ੍ਰਧਾਨ ਹੋਣਗੇ : ਇਕਬਾਲ ਸਿੰਘ ਟਿਵਾਣਾ [476, 596, 703, 621]
photo-bsp [712, 1270, 942, 1380]
photo-sad-a [600, 876, 820, 1016]
headline-line-1: ਸ਼੍ਰੋਮਣੀ ਅਕਾਲੀ ਦਲ (ਅ) ਪਾਰਟੀ ਵੱਲੋਂ 13 ਅਪ੍ਰੈਲ ਨੂੰ ਤਲਵੰਡੀ ਸਾਬੋ ਵਿਖੇ [510, 820, 908, 836]
subhead: ਸ਼ਹਿਰ ਵਿੱਚ ਸੀਵਰੇਜ ਦੀ ਸਮੱਸਿਆ ਨੂੰ ਜੜ੍ਹੋਂ ਖਤਮ ਕਰਨ ਲਈ ਕਰ ਰਹੇ ਹਾਂ ਯਤਨ : ਮੇਅਰ [321, 87, 629, 98]
story-body: ਲੁਧਿਆਣਾ 31 ਮਾਰਚ (ਪੱਤਰ ਪ੍ਰੇਰਕ) ਗੁਰਦੁਆਰਾ ਸਾਹਿਬ ਦੀ ਪ੍ਰਬੰਧਕੀ ਕਮੇਟੀ ਵਿੱਚ ਲੰਮਾ ਸਮਾਂ ਸੇਵਾ ਨਿਭਾਉਣ ਵਾਲੀ ਬੀਬੀ ਪਰਮਜੀਤ ਕੌਰ ਨੂੰ ਸੇਵਾ ਮੁਕਤੀ ਮੌਕੇ ਸਮੂਹ ਸਟਾਫ ਵੱਲੋਂ ਨਿੱਘੀ ਵਿਦਾਇਗੀ ਦਿੱਤੀ ਗਈ ਅਤੇ ਸਿਰੋਪਾਓ ਦੇ ਕੇ ਸਨਮਾਨਿਤ ਕੀਤਾ ਗਿਆ। [240, 884, 468, 913]
story-body: ਪਾਤੜਾਂ 31 ਮਾਰਚ (ਪੱਤਰ ਪ੍ਰੇਰਕ) ਆੜ੍ਹਤੀ ਐਸੋਸੀਏਸ਼ਨ ਪਾਤੜਾਂ ਦੀ ਮੀਟਿੰਗ ਵਿੱਚ ਸੰਦੀਪ ਕੁਮਾਰ ਕਾਲਾ ਨੂੰ ਸਰਬਸੰਮਤੀ ਨਾਲ ਪ੍ਰਧਾਨ ਚੁਣਿਆ ਗਿਆ। ਇਸ ਮੌਕੇ ਸਮੂਹ ਆੜ੍ਹਤੀਆਂ ਨੇ ਉਨ੍ਹਾਂ ਨੂੰ ਵਧਾਈ ਦਿੱਤੀ ਅਤੇ ਸਨਮਾਨਿਤ ਕੀਤਾ। ਨਵੇਂ ਪ੍ਰਧਾਨ ਨੇ ਕਿਹਾ ਕਿ ਉਹ ਆੜ੍ਹਤੀਆਂ ਦੀਆਂ ਮੁਸ਼ਕਲਾਂ ਦੇ ਹੱਲ ਲਈ ਹਮੇਸ਼ਾ ਤਤਪਰ ਰਹਿਣਗੇ। [4, 492, 232, 531]
story-rotary [718, 36, 942, 396]
paper-name-b: ਪਹਿਰੇਦਾਰ [849, 2, 937, 28]
paper-name-da: ਦਾ [827, 8, 841, 24]
photo-munish [4, 948, 232, 1060]
